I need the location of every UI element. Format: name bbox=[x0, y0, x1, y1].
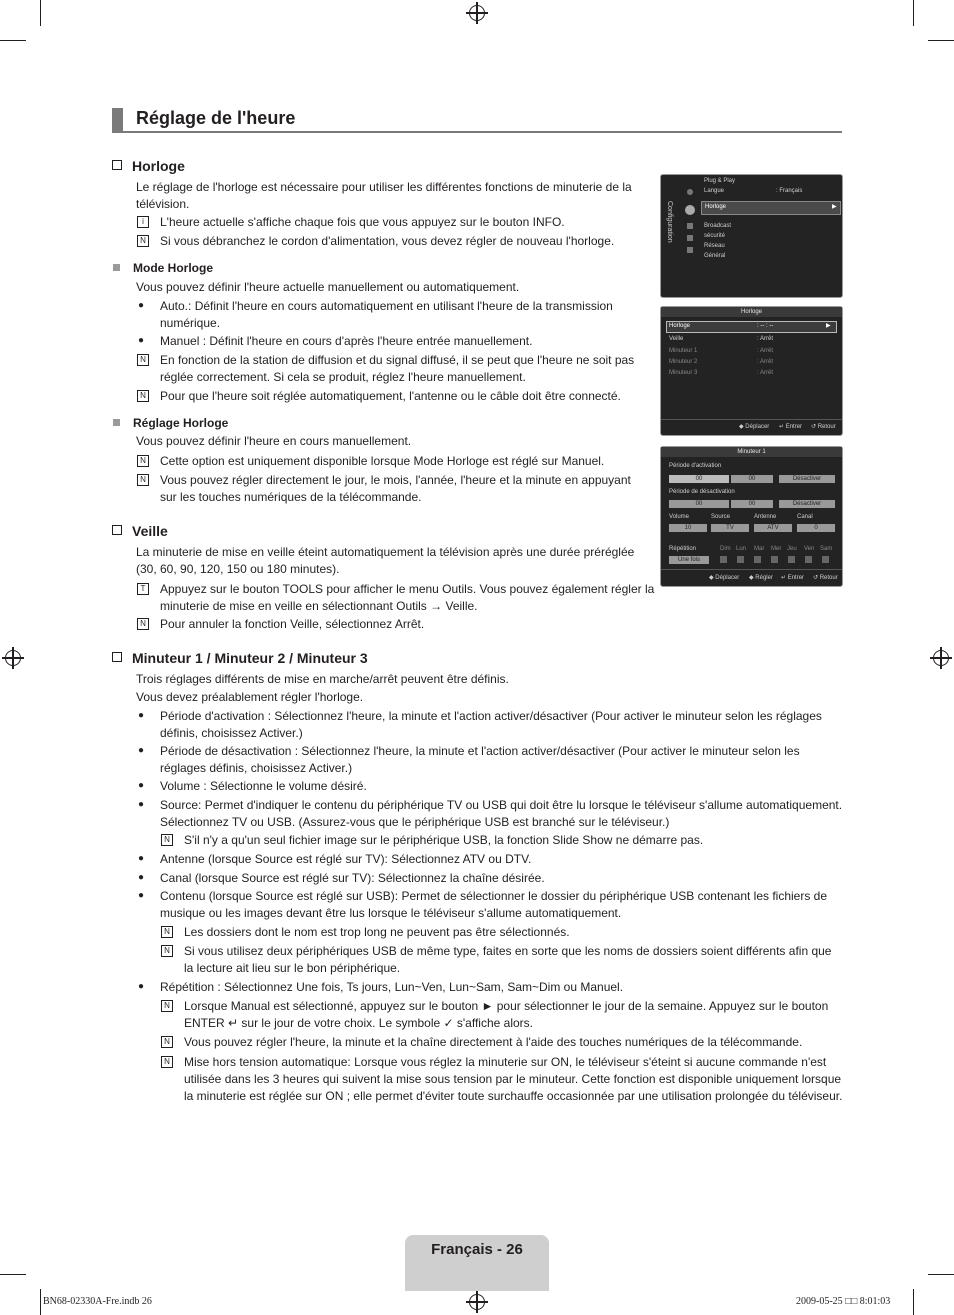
nav-hint: ↵ Entrer bbox=[781, 575, 805, 581]
menu-icon bbox=[687, 235, 693, 241]
footer-date: 2009-05-25 □□ 8:01:03 bbox=[796, 1296, 891, 1307]
menu-item[interactable]: Réseau bbox=[704, 243, 725, 249]
note-icon: N bbox=[137, 455, 149, 467]
row-label[interactable]: Veille bbox=[669, 336, 684, 342]
on-label: Période d'activation bbox=[669, 463, 722, 469]
day-checkbox[interactable] bbox=[720, 556, 727, 563]
minuteur-b8-note3: Mise hors tension automatique: Lorsque vous réglez la minuterie sur ON, le téléviseur s'éteint si aucune commande n'est utilisée dans les 3 heures qui suivent la mise sous tension par le minuteur. Cette fonction est disponible uniquement lorsque la minuterie est réglée sur ON ; elle permet d'éviter toute surchauffe occasionnée par une utilisation prolongée du téléviseur. bbox=[184, 1055, 843, 1103]
day-label: Lun bbox=[736, 546, 747, 552]
nav-hint: ◆ Déplacer bbox=[739, 424, 770, 430]
nav-hint: ↵ Entrer bbox=[779, 424, 803, 430]
nav-hint: ↺ Retour bbox=[811, 424, 836, 430]
menu-item[interactable]: Broadcast bbox=[704, 223, 732, 229]
menu-item-value: : Français bbox=[776, 188, 803, 194]
minuteur-b8-note1: Lorsque Manual est sélectionné, appuyez sur le bouton ► pour sélectionner le jour de la semaine. Appuyez sur le bouton ENTER ↵ sur le jour de votre choix. Le symbole ✓ s'affiche alors. bbox=[184, 999, 829, 1030]
registration-mark-icon bbox=[469, 5, 485, 21]
nav-hint: ◆ Régler bbox=[749, 575, 773, 581]
menu-icon bbox=[687, 247, 693, 253]
off-label: Période de désactivation bbox=[669, 489, 735, 495]
menu-icon bbox=[687, 223, 693, 229]
heading-mode-horloge: Mode Horloge bbox=[113, 261, 213, 275]
heading-minuteur: Minuteur 1 / Minuteur 2 / Minuteur 3 bbox=[112, 650, 368, 666]
col-label: Volume bbox=[669, 514, 690, 520]
antenne-value[interactable]: ATV bbox=[754, 524, 792, 532]
note-icon: N bbox=[161, 1036, 173, 1048]
reglage-note1: Cette option est uniquement disponible lorsque Mode Horloge est réglé sur Manuel. bbox=[160, 454, 605, 468]
minuteur-intro1: Trois réglages différents de mise en marche/arrêt peuvent être définis. bbox=[136, 672, 509, 686]
arrow-right-icon: ▶ bbox=[832, 204, 837, 210]
minuteur-b7-note2: Si vous utilisez deux périphériques USB de même type, faites en sorte que les noms de dossiers soient différents afin que la lecture ait lieu sur le bon périphérique. bbox=[184, 944, 832, 975]
day-checkbox[interactable] bbox=[822, 556, 829, 563]
menu-side-label: Configuration bbox=[666, 201, 673, 243]
registration-mark-icon bbox=[5, 650, 21, 666]
rep-value[interactable]: Une fois bbox=[669, 556, 709, 564]
horloge-intro: Le réglage de l'horloge est nécessaire pour utiliser les différentes fonctions de minuterie de la télévision. bbox=[136, 180, 632, 211]
day-label: Mar bbox=[754, 546, 765, 552]
screen-configuration-menu bbox=[660, 174, 843, 298]
off-minute[interactable]: 00 bbox=[731, 500, 773, 508]
crop-mark bbox=[928, 1274, 954, 1275]
note-icon: N bbox=[161, 1000, 173, 1012]
crop-mark bbox=[928, 40, 954, 41]
minuteur-b3: Volume : Sélectionne le volume désiré. bbox=[160, 779, 367, 793]
heading-veille: Veille bbox=[112, 523, 168, 539]
note-icon: N bbox=[137, 235, 149, 247]
minuteur-b7-note1: Les dossiers dont le nom est trop long ne peuvent pas être sélectionnés. bbox=[184, 925, 570, 939]
minuteur-b4: Source: Permet d'indiquer le contenu du périphérique TV ou USB qui doit être lu lorsque le téléviseur s'allume automatiquement. Sélectionnez TV ou USB. (Assurez-vous que le périphérique USB est branché sur le téléviseur.) bbox=[160, 798, 843, 829]
note-icon: N bbox=[161, 926, 173, 938]
registration-mark-icon bbox=[933, 650, 949, 666]
veille-tools: Appuyez sur le bouton TOOLS pour afficher le menu Outils. Vous pouvez également régler la minuterie de mise en veille en sélectionnant Outils → Veille. bbox=[160, 582, 655, 613]
minuteur-b8: Répétition : Sélectionnez Une fois, Ts jours, Lun~Ven, Lun~Sam, Sam~Dim ou Manuel. bbox=[160, 980, 624, 994]
screen-horloge-menu bbox=[660, 306, 843, 436]
day-checkbox[interactable] bbox=[754, 556, 761, 563]
row-value: : Arrêt bbox=[757, 336, 774, 342]
info-note-icon: i bbox=[137, 216, 149, 228]
crop-mark bbox=[913, 1289, 914, 1315]
minuteur-intro2: Vous devez préalablement régler l'horloge. bbox=[136, 690, 364, 704]
on-minute[interactable]: 00 bbox=[731, 475, 773, 483]
note-icon: N bbox=[161, 1056, 173, 1068]
horloge-note2: Si vous débranchez le cordon d'alimentation, vous devez régler de nouveau l'horloge. bbox=[160, 234, 615, 248]
crop-mark bbox=[913, 0, 914, 26]
day-label: Mer bbox=[771, 546, 782, 552]
day-checkbox[interactable] bbox=[737, 556, 744, 563]
row-label[interactable]: Minuteur 3 bbox=[669, 370, 698, 376]
note-icon: N bbox=[137, 354, 149, 366]
reglage-note2: Vous pouvez régler directement le jour, le mois, l'année, l'heure et la minute en appuyant sur les touches numériques de la télécommande. bbox=[160, 473, 631, 504]
footer-file: BN68-02330A-Fre.indb 26 bbox=[43, 1296, 152, 1307]
note-icon: N bbox=[161, 834, 173, 846]
menu-row-selected[interactable] bbox=[666, 321, 837, 333]
minuteur-b5: Antenne (lorsque Source est réglé sur TV): Sélectionnez ATV ou DTV. bbox=[160, 852, 532, 866]
mode-intro: Vous pouvez définir l'heure actuelle manuellement ou automatiquement. bbox=[136, 280, 520, 294]
day-checkbox[interactable] bbox=[805, 556, 812, 563]
day-checkbox[interactable] bbox=[771, 556, 778, 563]
menu-item[interactable]: Horloge bbox=[705, 204, 727, 210]
menu-icon bbox=[687, 189, 693, 195]
day-label: Sam bbox=[820, 546, 833, 552]
screen-header: Minuteur 1 bbox=[661, 447, 842, 457]
mode-note1: En fonction de la station de diffusion et du signal diffusé, il se peut que l'heure ne soit pas réglée correctement. Si cela se produit, réglez l'heure manuellement. bbox=[160, 353, 635, 384]
row-label[interactable]: Horloge bbox=[669, 323, 691, 329]
screen-header: Horloge bbox=[661, 307, 842, 317]
mode-auto: Auto.: Définit l'heure en cours automatiquement en utilisant l'heure de la transmission numérique. bbox=[160, 299, 613, 330]
screen-minuteur-menu bbox=[660, 446, 843, 587]
row-label[interactable]: Minuteur 2 bbox=[669, 359, 698, 365]
minuteur-b6: Canal (lorsque Source est réglé sur TV): Sélectionnez la chaîne désirée. bbox=[160, 871, 545, 885]
day-label: Ven bbox=[804, 546, 815, 552]
minuteur-b4-note: S'il n'y a qu'un seul fichier image sur le périphérique USB, la fonction Slide Show ne démarre pas. bbox=[184, 833, 704, 847]
menu-item[interactable]: Plug & Play bbox=[704, 178, 736, 184]
on-action[interactable]: Désactiver bbox=[779, 475, 835, 483]
row-value: : -- : -- bbox=[757, 323, 774, 329]
crop-mark bbox=[0, 1274, 26, 1275]
note-icon: N bbox=[161, 945, 173, 957]
crop-mark bbox=[40, 1289, 41, 1315]
day-label: Jeu bbox=[787, 546, 797, 552]
gear-icon bbox=[685, 205, 695, 215]
note-icon: N bbox=[137, 390, 149, 402]
menu-item[interactable]: sécurité bbox=[704, 233, 726, 239]
crop-mark bbox=[0, 40, 26, 41]
row-value: : Arrêt bbox=[757, 370, 774, 376]
tools-icon: T bbox=[137, 583, 149, 595]
off-hour[interactable]: 00 bbox=[669, 500, 729, 508]
veille-intro: La minuterie de mise en veille éteint automatiquement la télévision après une durée préréglée (30, 60, 90, 120, 150 ou 180 minutes). bbox=[136, 545, 635, 576]
row-value: : Arrêt bbox=[757, 348, 774, 354]
registration-mark-icon bbox=[469, 1294, 485, 1310]
minuteur-b1: Période d'activation : Sélectionnez l'heure, la minute et l'action activer/désactiver (Pour activer le minuteur selon les réglages définis, choisissez Activer.) bbox=[160, 709, 822, 740]
mode-note2: Pour que l'heure soit réglée automatiquement, l'antenne ou le câble doit être connecté. bbox=[160, 389, 621, 403]
minuteur-b8-note2: Vous pouvez régler l'heure, la minute et la chaîne directement à l'aide des touches numériques de la télécommande. bbox=[184, 1035, 803, 1049]
page-title: Réglage de l'heure bbox=[136, 108, 296, 128]
minuteur-b2: Période de désactivation : Sélectionnez l'heure, la minute et l'action activer/désactiver (Pour activer le minuteur selon les réglages définis, choisissez Activer.) bbox=[160, 744, 800, 775]
menu-item[interactable]: Langue bbox=[704, 188, 725, 194]
menu-item[interactable]: Général bbox=[704, 253, 726, 259]
title-bar bbox=[112, 108, 123, 131]
crop-mark bbox=[40, 0, 41, 26]
rep-label: Répétition bbox=[669, 546, 697, 552]
horloge-note1: L'heure actuelle s'affiche chaque fois que vous appuyez sur le bouton INFO. bbox=[160, 215, 565, 229]
heading-reglage-horloge: Réglage Horloge bbox=[113, 416, 228, 430]
canal-value[interactable]: 0 bbox=[797, 524, 835, 532]
col-label: Canal bbox=[797, 514, 813, 520]
volume-value[interactable]: 10 bbox=[669, 524, 707, 532]
col-label: Source bbox=[711, 514, 731, 520]
heading-horloge: Horloge bbox=[112, 158, 185, 174]
day-checkbox[interactable] bbox=[788, 556, 795, 563]
day-label: Dim bbox=[720, 546, 731, 552]
title-rule bbox=[112, 131, 842, 133]
on-hour[interactable]: 00 bbox=[669, 475, 729, 483]
nav-hint: ↺ Retour bbox=[813, 575, 838, 581]
veille-note: Pour annuler la fonction Veille, sélectionnez Arrêt. bbox=[160, 617, 425, 631]
note-icon: N bbox=[137, 474, 149, 486]
col-label: Antenne bbox=[754, 514, 777, 520]
source-value[interactable]: TV bbox=[711, 524, 749, 532]
minuteur-b7: Contenu (lorsque Source est réglé sur USB): Permet de sélectionner le dossier du périphérique USB contenant les fichiers de musique ou les images devant être lus lorsque le téléviseur s'allume automatiquement. bbox=[160, 889, 828, 920]
arrow-right-icon: ▶ bbox=[826, 323, 831, 329]
nav-hint: ◆ Déplacer bbox=[709, 575, 740, 581]
row-value: : Arrêt bbox=[757, 359, 774, 365]
row-label[interactable]: Minuteur 1 bbox=[669, 348, 698, 354]
note-icon: N bbox=[137, 618, 149, 630]
page-number: Français - 26 bbox=[431, 1241, 523, 1258]
off-action[interactable]: Désactiver bbox=[779, 500, 835, 508]
mode-manuel: Manuel : Définit l'heure en cours d'après l'heure entrée manuellement. bbox=[160, 334, 533, 348]
reglage-intro: Vous pouvez définir l'heure en cours manuellement. bbox=[136, 434, 412, 448]
